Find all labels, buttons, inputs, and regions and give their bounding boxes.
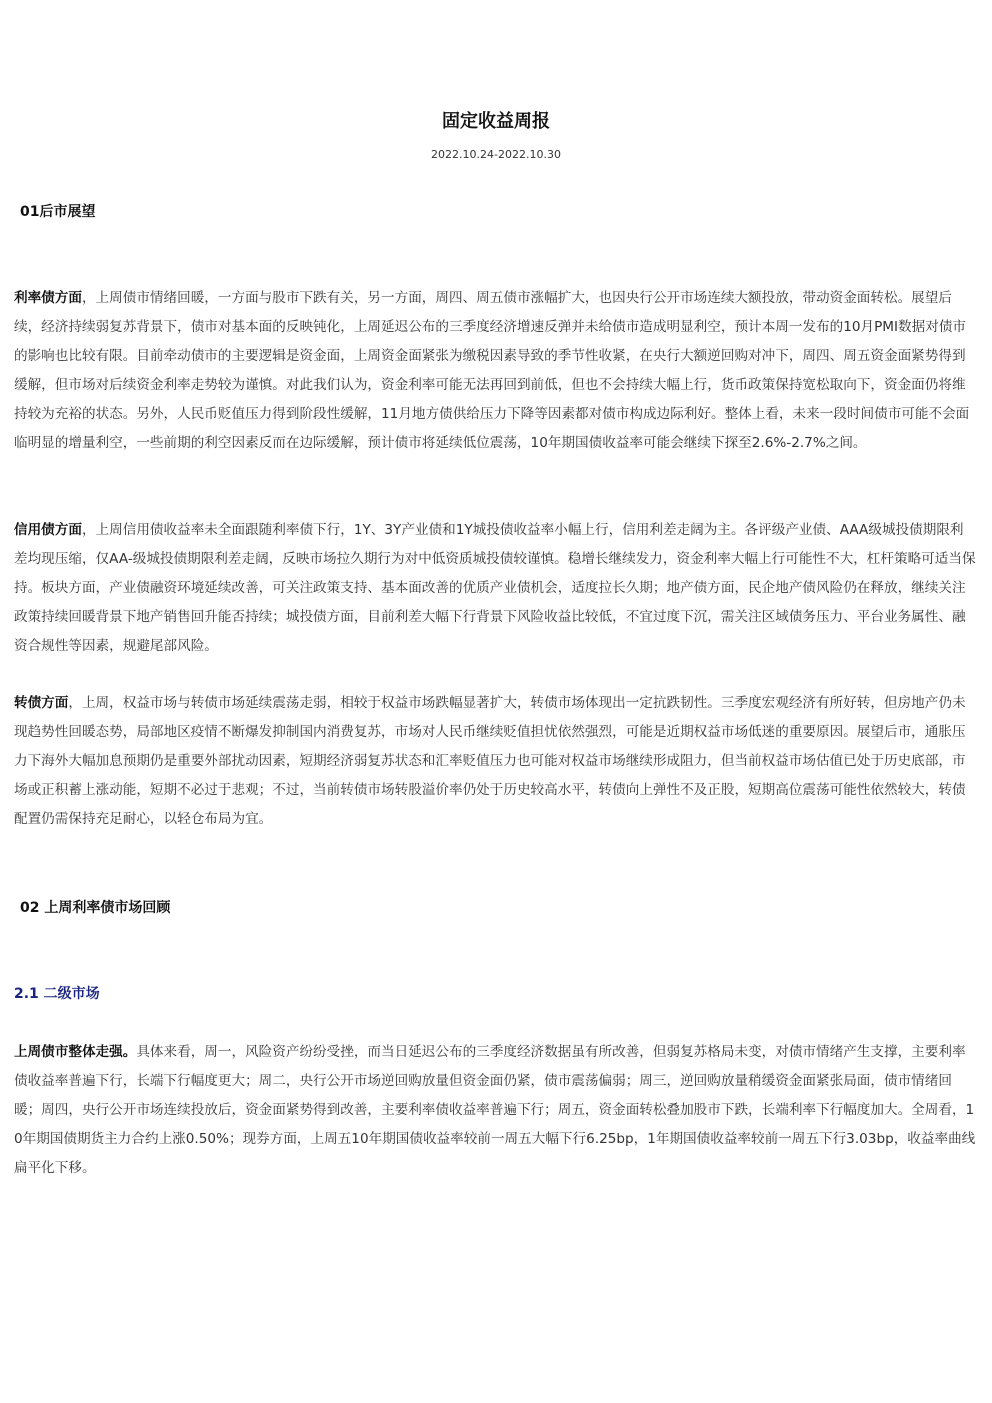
paragraph-rate-bonds [14,284,976,458]
lead-convertible-bonds: 转债方面 [14,695,69,711]
paragraph-credit-bonds [14,516,976,661]
lead-rate-bonds: 利率债方面 [14,290,82,306]
text-credit-bonds: ，上周信用债收益率未全面跟随利率债下行，1Y、3Y产业债和1Y城投债收益率小幅上行，信用利差走阔为主。各评级产业债、AAA级城投债期限利差均现压缩，仅AA-级城投债期限利差走阔，反映市场拉久期行为对中低资质城投债较谨慎。稳增长继续发力，资金利率大幅上行可能性不大，杠杆策略可适当保持。板块方面，产业债融资环境延续改善，可关注政策支持、基本面改善的优质产业债机会，适度拉长久期；地产债方面，民企地产债风险仍在释放，继续关注政策持续回暖背景下地产销售回升能否持续；城投债方面，目前利差大幅下行背景下风险收益比较低，不宜过度下沉，需关注区域债务压力、平台业务属性、融资合规性等因素，规避尾部风险。 [14,522,976,654]
lead-credit-bonds: 信用债方面 [14,522,82,538]
paragraph-market-summary [14,1038,976,1183]
section-heading-market-review: 02 上周利率债市场回顾 [20,900,171,916]
lead-market-summary: 上周债市整体走强。 [14,1044,137,1060]
sub-heading-secondary-market: 2.1 二级市场 [14,986,100,1002]
text-market-summary: 具体来看，周一，风险资产纷纷受挫，而当日延迟公布的三季度经济数据虽有所改善，但弱复苏格局未变，对债市情绪产生支撑，主要利率债收益率普遍下行，长端下行幅度更大；周二，央行公开市场逆回购放量但资金面仍紧，债市震荡偏弱；周三，逆回购放量稍缓资金面紧张局面，债市情绪回暖；周四，央行公开市场连续投放后，资金面紧势得到改善，主要利率债收益率普遍下行；周五，资金面转松叠加股市下跌，长端利率下行幅度加大。全周看，10年期国债期货主力合约上涨0.50%；现券方面，上周五10年期国债收益率较前一周五大幅下行6.25bp，1年期国债收益率较前一周五下行3.03bp，收益率曲线扁平化下移。 [14,1044,976,1176]
report-title: 固定收益周报 [442,111,550,132]
text-rate-bonds: ，上周债市情绪回暖，一方面与股市下跌有关，另一方面，周四、周五债市涨幅扩大，也因央行公开市场连续大额投放，带动资金面转松。展望后续，经济持续弱复苏背景下，债市对基本面的反映钝化，上周延迟公布的三季度经济增速反弹并未给债市造成明显利空，预计本周一发布的10月PMI数据对债市的影响也比较有限。目前牵动债市的主要逻辑是资金面，上周资金面紧张为缴税因素导致的季节性收紧，在央行大额逆回购对冲下，周四、周五资金面紧势得到缓解，但市场对后续资金利率走势较为谨慎。对此我们认为，资金利率可能无法再回到前低，但也不会持续大幅上行，货币政策保持宽松取向下，资金面仍将维持较为充裕的状态。另外，人民币贬值压力得到阶段性缓解，11月地方债供给压力下降等因素都对债市构成边际利好。整体上看，未来一段时间债市可能不会面临明显的增量利空，一些前期的利空因素反而在边际缓解，预计债市将延续低位震荡，10年期国债收益率可能会继续下探至2.6%-2.7%之间。 [14,290,970,451]
text-convertible-bonds: ，上周，权益市场与转债市场延续震荡走弱，相较于权益市场跌幅显著扩大，转债市场体现出一定抗跌韧性。三季度宏观经济有所好转，但房地产仍未现趋势性回暖态势，局部地区疫情不断爆发抑制国内消费复苏，市场对人民币继续贬值担忧依然强烈，可能是近期权益市场低迷的重要原因。展望后市，通胀压力下海外大幅加息预期仍是重要外部扰动因素，短期经济弱复苏状态和汇率贬值压力也可能对权益市场继续形成阻力，但当前权益市场估值已处于历史底部，市场或正积蓄上涨动能，短期不必过于悲观；不过，当前转债市场转股溢价率仍处于历史较高水平，转债向上弹性不及正股，短期高位震荡可能性依然较大，转债配置仍需保持充足耐心，以轻仓布局为宜。 [14,695,966,827]
paragraph-convertible-bonds [14,689,976,834]
section-heading-outlook: 01后市展望 [20,204,96,220]
report-date-range: 2022.10.24-2022.10.30 [431,148,561,161]
